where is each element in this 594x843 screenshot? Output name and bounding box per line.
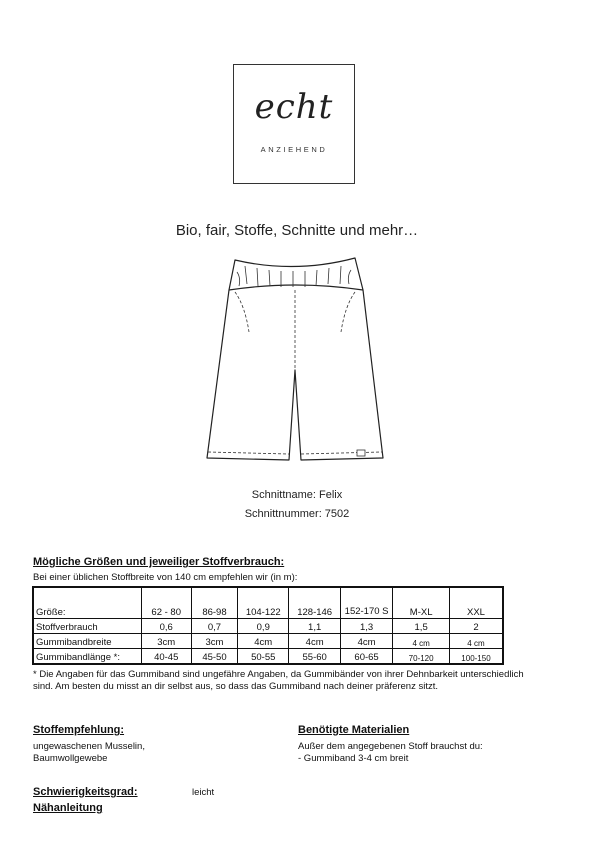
header-cell: M-XL [393,587,450,619]
row-label: Gummibandbreite [33,634,141,649]
table-cell: 1,1 [289,619,340,634]
materials-text-2: - Gummiband 3-4 cm breit [298,753,409,764]
table-cell: 2 [449,619,503,634]
table-cell: 70-120 [393,649,450,665]
header-cell: Größe: [33,587,141,619]
table-cell: 40-45 [141,649,191,665]
table-cell: 4cm [340,634,392,649]
table-row [33,649,503,665]
table-header-row [33,587,503,619]
table-cell: 0,6 [141,619,191,634]
materials-title: Benötigte Materialien [298,724,410,736]
logo-script-text: echt [254,87,334,127]
header-cell: 62 - 80 [141,587,191,619]
table-cell: 100-150 [449,649,503,665]
table-cell: 45-50 [191,649,237,665]
instructions-title: Nähanleitung [33,802,103,814]
header-cell: 128-146 [289,587,340,619]
elastic-note: * Die Angaben für das Gummiband sind ungefähre Angaben, da Gummibänder von ihrer Dehnbarkeit unterschiedlich sind. Am besten du misst an dir selbst aus, so dass das Gummiband nach deiner präferenz sitzt. [33,669,524,692]
table-cell: 3cm [191,634,237,649]
logo-subtitle: ANZIEHEND [260,145,328,154]
table-cell: 4 cm [449,634,503,649]
table-cell: 55-60 [289,649,340,665]
materials-text-1: Außer dem angegebenen Stoff brauchst du: [298,741,483,752]
row-label: Stoffverbrauch [33,619,141,634]
fabric-text-1: ungewaschenen Musselin, [33,741,145,752]
table-cell: 4 cm [393,634,450,649]
table-cell: 1,3 [340,619,392,634]
difficulty-title: Schwierigkeitsgrad: [33,786,138,798]
header-cell: 152-170 S [340,587,392,619]
brand-logo [233,64,355,184]
pattern-number: Schnittnummer: 7502 [244,508,350,520]
table-cell: 0,7 [191,619,237,634]
header-cell: 104-122 [238,587,289,619]
shorts-illustration [205,252,385,464]
difficulty-value: leicht [192,787,215,798]
table-cell: 1,5 [393,619,450,634]
table-cell: 4cm [238,634,289,649]
pattern-name: Schnittname: Felix [251,489,343,501]
row-label: Gummibandlänge *: [33,649,141,665]
fabric-title: Stoffempfehlung: [33,724,125,736]
table-cell: 0,9 [238,619,289,634]
tagline: Bio, fair, Stoffe, Schnitte und mehr… [175,222,419,239]
table-cell: 4cm [289,634,340,649]
table-cell: 50-55 [238,649,289,665]
sizes-subtitle: Bei einer üblichen Stoffbreite von 140 cm empfehlen wir (in m): [33,572,298,583]
header-cell: 86-98 [191,587,237,619]
table-cell: 60-65 [340,649,392,665]
table-cell: 3cm [141,634,191,649]
table-row [33,619,503,634]
header-cell: XXL [449,587,503,619]
size-table [32,586,504,665]
fabric-text-2: Baumwollgewebe [33,753,108,764]
sizes-title: Mögliche Größen und jeweiliger Stoffverbrauch: [33,556,285,568]
table-row [33,634,503,649]
